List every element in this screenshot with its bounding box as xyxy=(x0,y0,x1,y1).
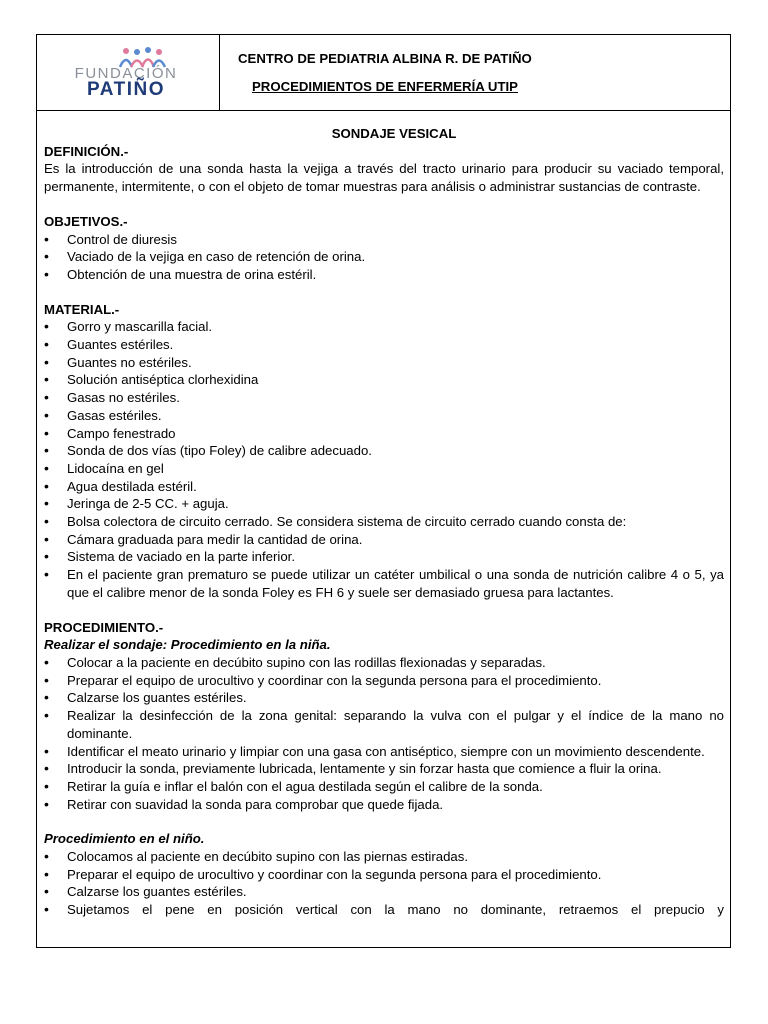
procedimiento-heading: PROCEDIMIENTO.- xyxy=(44,619,164,635)
list-item: • Colocamos al paciente en decúbito supino con las piernas estiradas. xyxy=(44,848,724,866)
list-item: • Retirar la guía e inflar el balón con el agua destilada según el calibre de la sonda. xyxy=(44,778,724,796)
document-page xyxy=(36,34,731,948)
document-subtitle: PROCEDIMIENTOS DE ENFERMERÍA UTIP xyxy=(252,79,518,94)
list-item: • Realizar la desinfección de la zona genital: separando la vulva con el pulgar y el índice de la mano no dominante. xyxy=(44,707,724,742)
list-item: • Campo fenestrado xyxy=(44,425,724,443)
list-item: • Gasas no estériles. xyxy=(44,389,724,407)
list-item: • Solución antiséptica clorhexidina xyxy=(44,371,724,389)
logo-text-fundacion: FUNDACIÓN xyxy=(74,65,178,82)
logo-text-patino: PATIÑO xyxy=(87,79,165,100)
list-item: • Agua destilada estéril. xyxy=(44,478,724,496)
procedimiento-nina-subheading: Realizar el sondaje: Procedimiento en la niña. xyxy=(44,637,331,653)
definicion-text: Es la introducción de una sonda hasta la vejiga a través del tracto urinario para producir su vaciado temporal, permanente, intermitente, o con el objeto de tomar muestras para análisis o administrar sustancias de contraste. xyxy=(44,161,724,195)
list-item: • Sonda de dos vías (tipo Foley) de calibre adecuado. xyxy=(44,442,724,460)
center-name: CENTRO DE PEDIATRIA ALBINA R. DE PATIÑO xyxy=(238,51,532,66)
list-item: • Calzarse los guantes estériles. xyxy=(44,689,724,707)
list-item: • Identificar el meato urinario y limpiar con una gasa con antiséptico, siempre con un movimiento descendente. xyxy=(44,743,724,761)
objetivos-heading: OBJETIVOS.- xyxy=(44,213,128,229)
list-item: • Control de diuresis xyxy=(44,231,724,249)
list-item: • Gasas estériles. xyxy=(44,407,724,425)
objetivos-list xyxy=(44,231,724,284)
material-heading: MATERIAL.- xyxy=(44,301,120,317)
list-item: • Sujetamos el pene en posición vertical con la mano no dominante, retraemos el prepucio y xyxy=(44,901,724,919)
list-item: • Bolsa colectora de circuito cerrado. Se considera sistema de circuito cerrado cuando consta de: xyxy=(44,513,724,531)
list-item: • Colocar a la paciente en decúbito supino con las rodillas flexionadas y separadas. xyxy=(44,654,724,672)
definicion-heading: DEFINICIÓN.- xyxy=(44,143,129,159)
document-header xyxy=(37,35,730,111)
logo-cell xyxy=(37,35,220,110)
list-item: • Vaciado de la vejiga en caso de retención de orina. xyxy=(44,248,724,266)
list-item: • Lidocaína en gel xyxy=(44,460,724,478)
list-item: • Guantes no estériles. xyxy=(44,354,724,372)
list-item: • Preparar el equipo de urocultivo y coordinar con la segunda persona para el procedimiento. xyxy=(44,866,724,884)
material-list xyxy=(44,318,724,601)
list-item: • En el paciente gran prematuro se puede utilizar un catéter umbilical o una sonda de nutrición calibre 4 o 5, ya que el calibre menor de la sonda Foley es FH 6 y suele ser demasiado gruesa para lactantes. xyxy=(44,566,724,601)
document-body xyxy=(44,125,724,919)
document-title: SONDAJE VESICAL xyxy=(331,126,457,141)
list-item: • Introducir la sonda, previamente lubricada, lentamente y sin forzar hasta que comience a fluir la orina. xyxy=(44,760,724,778)
list-item: • Guantes estériles. xyxy=(44,336,724,354)
procedimiento-nina-list xyxy=(44,654,724,813)
procedimiento-nino-subheading: Procedimiento en el niño. xyxy=(44,831,205,847)
list-item: • Retirar con suavidad la sonda para comprobar que quede fijada. xyxy=(44,796,724,814)
list-item: • Preparar el equipo de urocultivo y coordinar con la segunda persona para el procedimiento. xyxy=(44,672,724,690)
list-item: • Gorro y mascarilla facial. xyxy=(44,318,724,336)
list-item: • Cámara graduada para medir la cantidad de orina. xyxy=(44,531,724,549)
list-item: • Obtención de una muestra de orina estéril. xyxy=(44,266,724,284)
list-item: • Calzarse los guantes estériles. xyxy=(44,883,724,901)
list-item: • Jeringa de 2-5 CC. + aguja. xyxy=(44,495,724,513)
list-item: • Sistema de vaciado en la parte inferior. xyxy=(44,548,724,566)
procedimiento-nino-list xyxy=(44,848,724,919)
